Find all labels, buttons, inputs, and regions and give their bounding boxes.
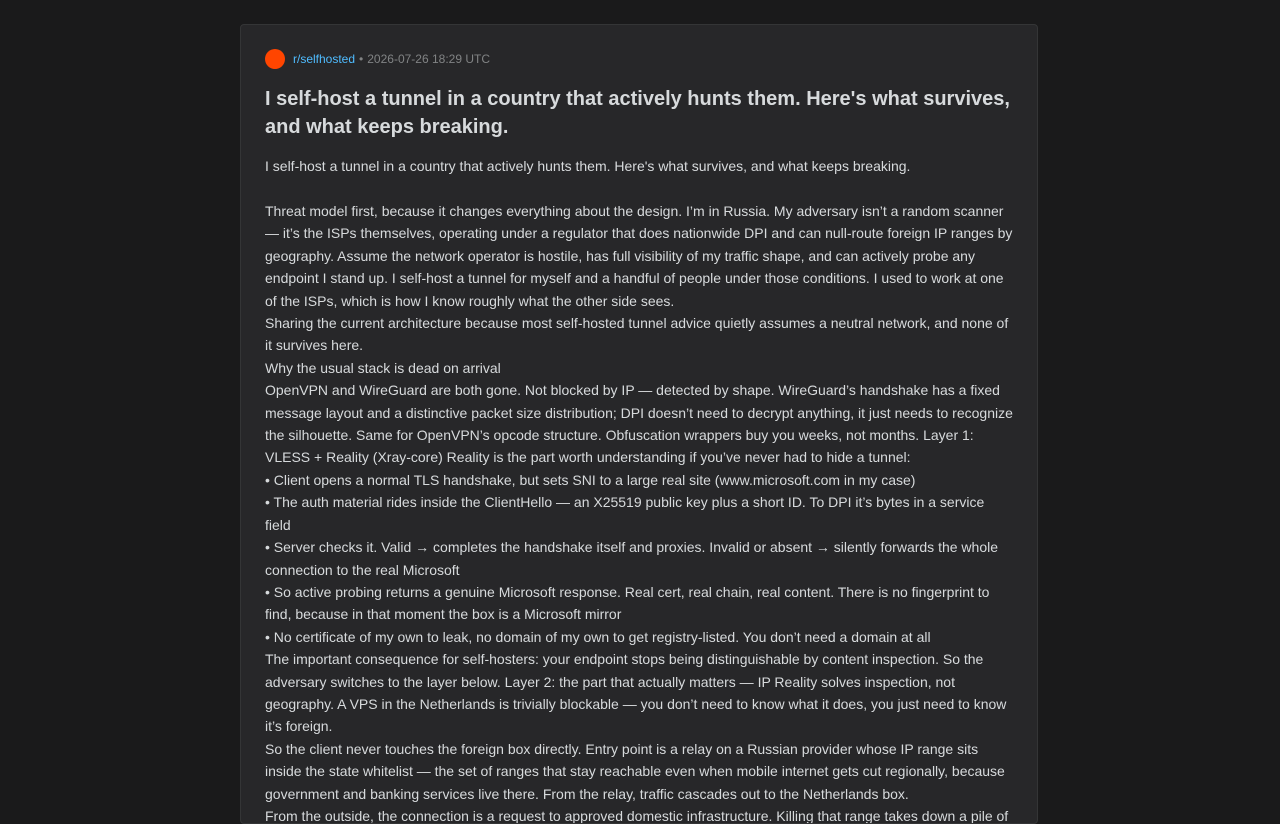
subreddit-link[interactable]: r/selfhosted <box>293 52 356 66</box>
post-paragraph: Sharing the current architecture because most self-hosted tunnel advice quietly assumes a neutral network, and none of it survives here. <box>265 315 1013 354</box>
list-item: • So active probing returns a genuine Microsoft response. Real cert, real chain, real content. There is no fingerprint to find, because in that moment the box is a Microsoft mirror <box>265 583 994 623</box>
section-heading: Why the usual stack is dead on arrival <box>265 359 501 376</box>
post-body <box>265 155 1017 824</box>
post-meta <box>265 49 1013 69</box>
post-paragraph: From the outside, the connection is a request to approved domestic infrastructure. Killing that range takes down a pile of <box>265 807 1009 824</box>
post-paragraph: So the client never touches the foreign box directly. Entry point is a relay on a Russian provider whose IP range sits inside the state whitelist — the set of ranges that stay reachable even when mobile internet gets cut regionally, because government and banking services live there. From the relay, traffic cascades out to the Netherlands box. <box>265 740 1009 802</box>
post-paragraph: OpenVPN and WireGuard are both gone. Not blocked by IP — detected by shape. WireGuard’s handshake has a fixed message layout and a distinctive packet size distribution; DPI doesn’t need to decrypt anything, it just needs to recognize the silhouette. Same for OpenVPN’s opcode structure. Obfuscation wrappers buy you weeks, not months. Layer 1: VLESS + Reality (Xray-core) Reality is the part worth understanding if you’ve never had to hide a tunnel: <box>265 382 1017 466</box>
post-paragraph: Threat model first, because it changes everything about the design. I’m in Russia. My adversary isn’t a random scanner — it’s the ISPs themselves, operating under a regulator that does nationwide DPI and can null-route foreign IP ranges by geography. Assume the network operator is hostile, has full visibility of my traffic shape, and can actively probe any endpoint I stand up. I self-host a tunnel for myself and a handful of people under those conditions. I used to work at one of the ISPs, which is how I know roughly what the other side sees. <box>265 203 1017 309</box>
post-paragraph: The important consequence for self-hosters: your endpoint stops being distinguishable by content inspection. So the adversary switches to the layer below. Layer 2: the part that actually matters — IP Reality solves inspection, not geography. A VPS in the Netherlands is trivially blockable — you don’t need to know what it does, you just need to know it’s foreign. <box>265 651 1011 735</box>
subreddit-icon[interactable] <box>265 49 285 69</box>
post-card <box>240 24 1038 824</box>
list-item: • Server checks it. Valid → completes the handshake itself and proxies. Invalid or absent → silently forwards the whole connection to the real Microsoft <box>265 539 1002 578</box>
meta-separator: • <box>359 52 364 66</box>
list-item: • Client opens a normal TLS handshake, but sets SNI to a large real site (www.microsoft.com in my case) <box>265 471 916 488</box>
list-item: • The auth material rides inside the ClientHello — an X25519 public key plus a short ID. To DPI it’s bytes in a service field <box>265 494 989 533</box>
post-timestamp: 2026-07-26 18:29 UTC <box>367 52 490 66</box>
post-title[interactable]: I self-host a tunnel in a country that actively hunts them. Here's what survives, and what keeps breaking. <box>265 88 1010 138</box>
list-item: • No certificate of my own to leak, no domain of my own to get registry-listed. You don’t need a domain at all <box>265 628 931 645</box>
post-paragraph: I self-host a tunnel in a country that actively hunts them. Here's what survives, and what keeps breaking. <box>265 158 911 174</box>
